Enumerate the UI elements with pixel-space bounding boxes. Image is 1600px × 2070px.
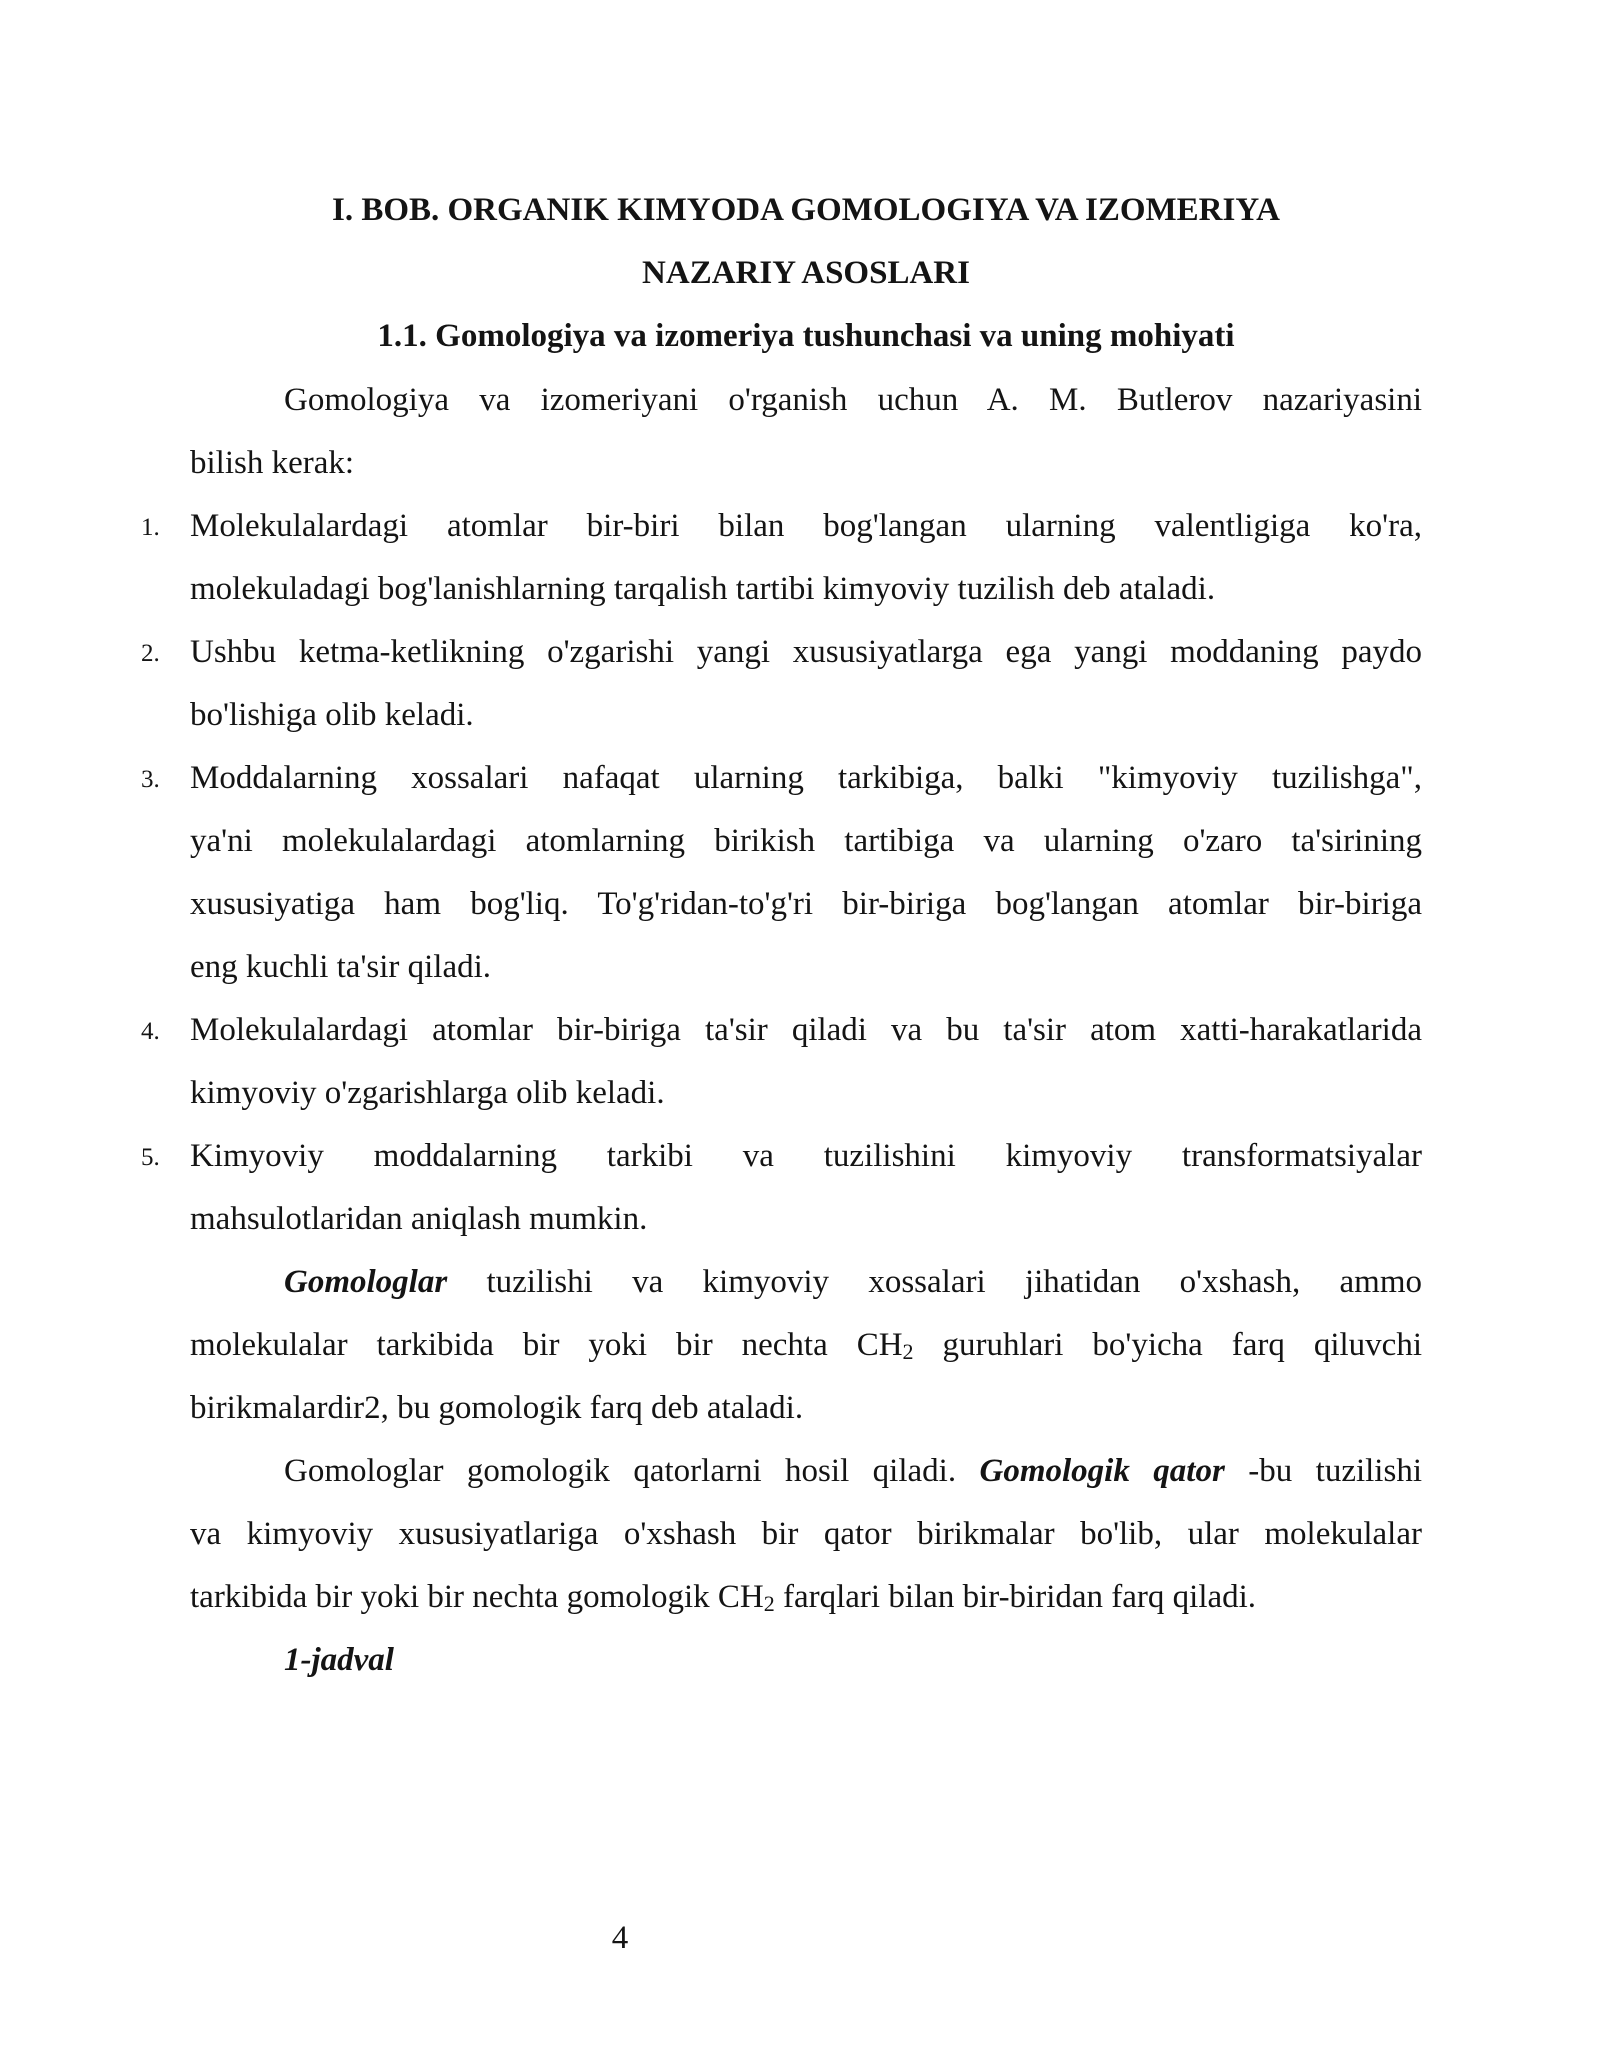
list-item-3-line-1: Moddalarning xossalari nafaqat ularning tarkibiga, balki "kimyoviy tuzilishga", [190,760,1422,796]
series-line-1-text: Gomologlar gomologik qatorlarni hosil qiladi. [284,1453,980,1489]
table-label: 1-jadval [284,1642,394,1678]
series-line-3 [190,1577,1422,1617]
intro-line-1: Gomologiya va izomeriyani o'rganish uchun A. M. Butlerov nazariyasini [284,382,1422,418]
homologs-line-2 [190,1325,1422,1365]
homologs-line-1 [284,1262,1422,1302]
list-item-2-line-1: Ushbu ketma-ketlikning o'zgarishi yangi xususiyatlarga ega yangi moddaning paydo [190,634,1422,670]
section-title: 1.1. Gomologiya va izomeriya tushunchasi va uning mohiyati [377,318,1235,354]
series-line-3-text: tarkibida bir yoki bir nechta gomologik CH [190,1579,764,1615]
list-item-3-line-2: ya'ni molekulalardagi atomlarning birikish tartibiga va ularning o'zaro ta'sirining [190,823,1422,859]
series-line-1 [284,1451,1422,1491]
homologs-line-2-rest: guruhlari bo'yicha farq qiluvchi [913,1327,1423,1363]
chapter-title-line-2: NAZARIY ASOSLARI [642,255,970,291]
list-item-1-line-2: molekuladagi bog'lanishlarning tarqalish tartibi kimyoviy tuzilish deb ataladi. [190,571,1216,607]
list-number-3: 3. [141,766,160,793]
list-item-3-line-3: xususiyatiga ham bog'liq. To'g'ridan-to'g'ri bir-biriga bog'langan atomlar bir-biriga [190,886,1422,922]
list-item-2-line-2: bo'lishiga olib keladi. [190,697,474,733]
homologs-subscript: 2 [902,1339,914,1364]
list-item-4-line-2: kimyoviy o'zgarishlarga olib keladi. [190,1075,665,1111]
list-item-5-line-2: mahsulotlaridan aniqlash mumkin. [190,1201,648,1237]
list-number-5: 5. [141,1144,160,1171]
page-number: 4 [611,1920,629,1956]
series-subscript: 2 [763,1591,775,1616]
list-number-2: 2. [141,640,160,667]
series-line-1-rest: -bu tuzilishi [1224,1453,1422,1489]
list-number-4: 4. [141,1018,160,1045]
homologs-line-3: birikmalardir2, bu gomologik farq deb ataladi. [190,1390,804,1426]
homologs-line-1-text: tuzilishi va kimyoviy xossalari jihatidan o'xshash, ammo [447,1264,1422,1300]
list-item-3-line-4: eng kuchli ta'sir qiladi. [190,949,492,985]
homologs-term: Gomologlar [284,1264,448,1300]
series-line-3-rest: farqlari bilan bir-biridan farq qiladi. [774,1579,1257,1615]
list-item-5-line-1: Kimyoviy moddalarning tarkibi va tuzilishini kimyoviy transformatsiyalar [190,1138,1422,1174]
series-term: Gomologik qator [979,1453,1225,1489]
chapter-title-line-1: I. BOB. ORGANIK KIMYODA GOMOLOGIYA VA IZOMERIYA [331,192,1280,228]
homologs-line-2-text: molekulalar tarkibida bir yoki bir nechta CH [190,1327,903,1363]
series-line-2: va kimyoviy xususiyatlariga o'xshash bir qator birikmalar bo'lib, ular molekulalar [190,1516,1422,1552]
list-item-1-line-1: Molekulalardagi atomlar bir-biri bilan bog'langan ularning valentligiga ko'ra, [190,508,1422,544]
list-item-4-line-1: Molekulalardagi atomlar bir-biriga ta'sir qiladi va bu ta'sir atom xatti-harakatlarida [190,1012,1422,1048]
list-number-1: 1. [141,514,160,541]
intro-line-2: bilish kerak: [190,445,355,481]
